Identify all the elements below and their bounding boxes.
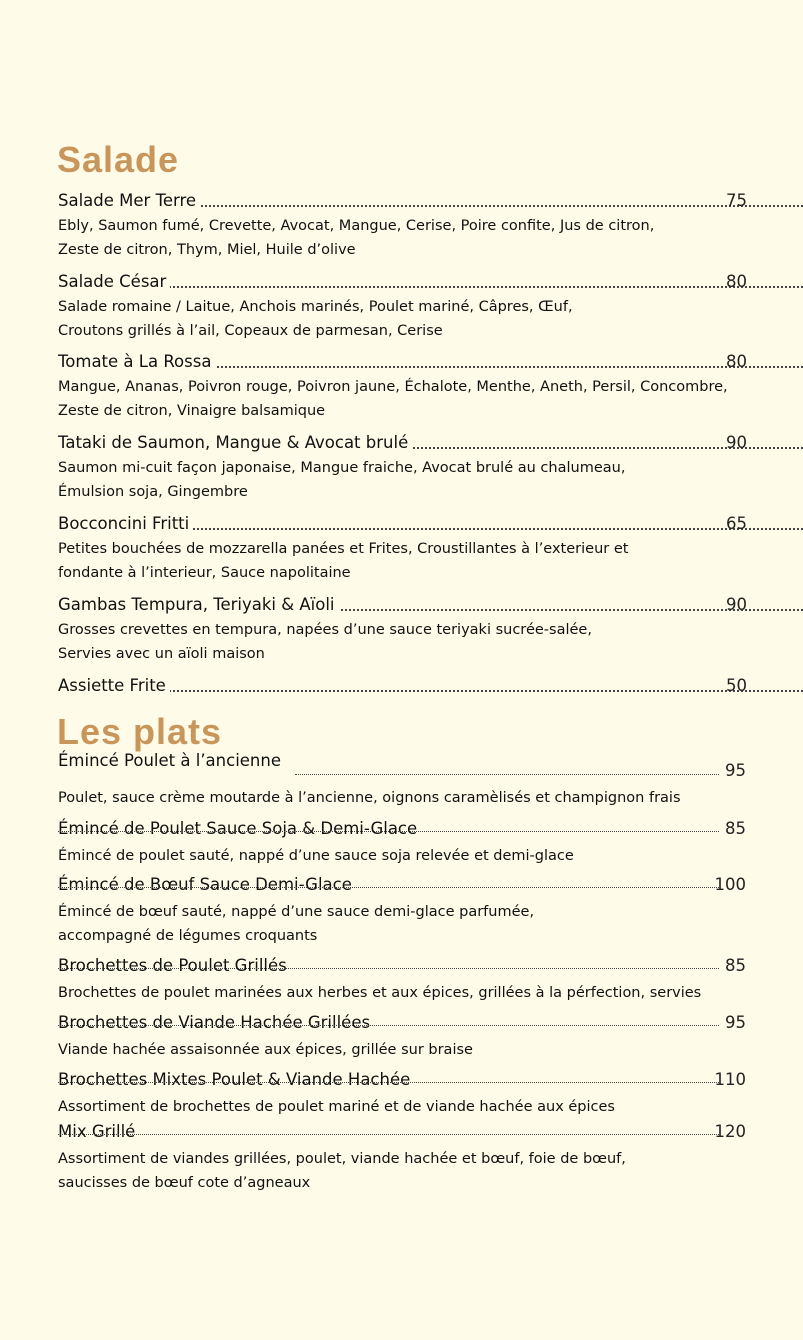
- dotted-leader: [58, 887, 719, 888]
- item-description: Émincé de bœuf sauté, nappé d’une sauce demi-glace parfumée,: [58, 904, 535, 920]
- dotted-leader: [58, 1082, 719, 1083]
- item-name: Salade Mer Terre: [58, 190, 200, 212]
- item-name: Brochettes de Viande Hachée Grillées: [58, 1013, 371, 1032]
- item-price: 75: [726, 191, 747, 210]
- item-description: saucisses de bœuf cote d’agneaux: [58, 1175, 311, 1191]
- item-description: Salade romaine / Laitue, Anchois marinés, Poulet mariné, Câpres, Œuf,: [58, 299, 573, 315]
- dotted-leader: [58, 1025, 719, 1026]
- item-name: Salade César: [58, 271, 170, 293]
- item-description: Servies avec un aïoli maison: [58, 646, 265, 662]
- section-title-les-plats: Les plats: [57, 711, 223, 752]
- item-name: Brochettes de Poulet Grillés: [58, 956, 287, 975]
- item-name: Émincé de Bœuf Sauce Demi-Glace: [58, 875, 352, 894]
- item-price: 85: [725, 819, 746, 838]
- dotted-leader: [58, 968, 719, 969]
- item-name: Tataki de Saumon, Mangue & Avocat brulé: [58, 432, 412, 454]
- item-price: 50: [726, 676, 747, 695]
- item-description: Petites bouchées de mozzarella panées et Frites, Croustillantes à l’exterieur et: [58, 541, 629, 557]
- item-description: fondante à l’interieur, Sauce napolitaine: [58, 565, 351, 581]
- item-price: 110: [714, 1070, 746, 1089]
- item-name: Émincé de Poulet Sauce Soja & Demi-Glace: [58, 819, 418, 838]
- item-price: 65: [726, 514, 747, 533]
- item-name: Bocconcini Fritti: [58, 513, 193, 535]
- item-description: Croutons grillés à l’ail, Copeaux de parmesan, Cerise: [58, 323, 443, 339]
- item-description: Grosses crevettes en tempura, napées d’une sauce teriyaki sucrée-salée,: [58, 622, 592, 638]
- item-name: Mix Grillé: [58, 1122, 136, 1141]
- dotted-leader: [58, 1134, 719, 1135]
- item-description: Zeste de citron, Vinaigre balsamique: [58, 403, 326, 419]
- item-price: 95: [725, 1013, 746, 1032]
- item-description: accompagné de légumes croquants: [58, 928, 318, 944]
- item-name: Brochettes Mixtes Poulet & Viande Hachée: [58, 1070, 411, 1089]
- item-name: Émincé Poulet à l’ancienne: [58, 751, 281, 770]
- item-price: 95: [725, 761, 746, 780]
- item-description: Viande hachée assaisonnée aux épices, grillée sur braise: [58, 1042, 473, 1058]
- item-description: Brochettes de poulet marinées aux herbes et aux épices, grillées à la pérfection, servies: [58, 985, 702, 1001]
- item-price: 100: [714, 875, 746, 894]
- item-description: Zeste de citron, Thym, Miel, Huile d’olive: [58, 242, 356, 258]
- section-title-salade: Salade: [57, 139, 180, 180]
- item-price: 120: [714, 1122, 746, 1141]
- item-name: Gambas Tempura, Teriyaki & Aïoli: [58, 594, 339, 616]
- item-description: Assortiment de brochettes de poulet mariné et de viande hachée aux épices: [58, 1099, 615, 1115]
- dotted-leader: [58, 831, 719, 832]
- item-description: Assortiment de viandes grillées, poulet, viande hachée et bœuf, foie de bœuf,: [58, 1151, 626, 1167]
- item-price: 90: [726, 433, 747, 452]
- item-price: 85: [725, 956, 746, 975]
- item-description: Mangue, Ananas, Poivron rouge, Poivron jaune, Échalote, Menthe, Aneth, Persil, Concombre,: [58, 379, 728, 395]
- item-description: Ebly, Saumon fumé, Crevette, Avocat, Mangue, Cerise, Poire confite, Jus de citron,: [58, 218, 655, 234]
- item-description: Poulet, sauce crème moutarde à l’ancienne, oignons caramèlisés et champignon frais: [58, 790, 681, 806]
- item-description: Saumon mi-cuit façon japonaise, Mangue fraiche, Avocat brulé au chalumeau,: [58, 460, 626, 476]
- item-description: Émincé de poulet sauté, nappé d’une sauce soja relevée et demi-glace: [58, 848, 574, 864]
- item-name: Assiette Frite: [58, 675, 170, 697]
- item-price: 80: [726, 272, 747, 291]
- item-price: 90: [726, 595, 747, 614]
- dotted-leader: [295, 774, 719, 775]
- item-name: Tomate à La Rossa: [58, 351, 215, 373]
- item-description: Émulsion soja, Gingembre: [58, 484, 248, 500]
- item-price: 80: [726, 352, 747, 371]
